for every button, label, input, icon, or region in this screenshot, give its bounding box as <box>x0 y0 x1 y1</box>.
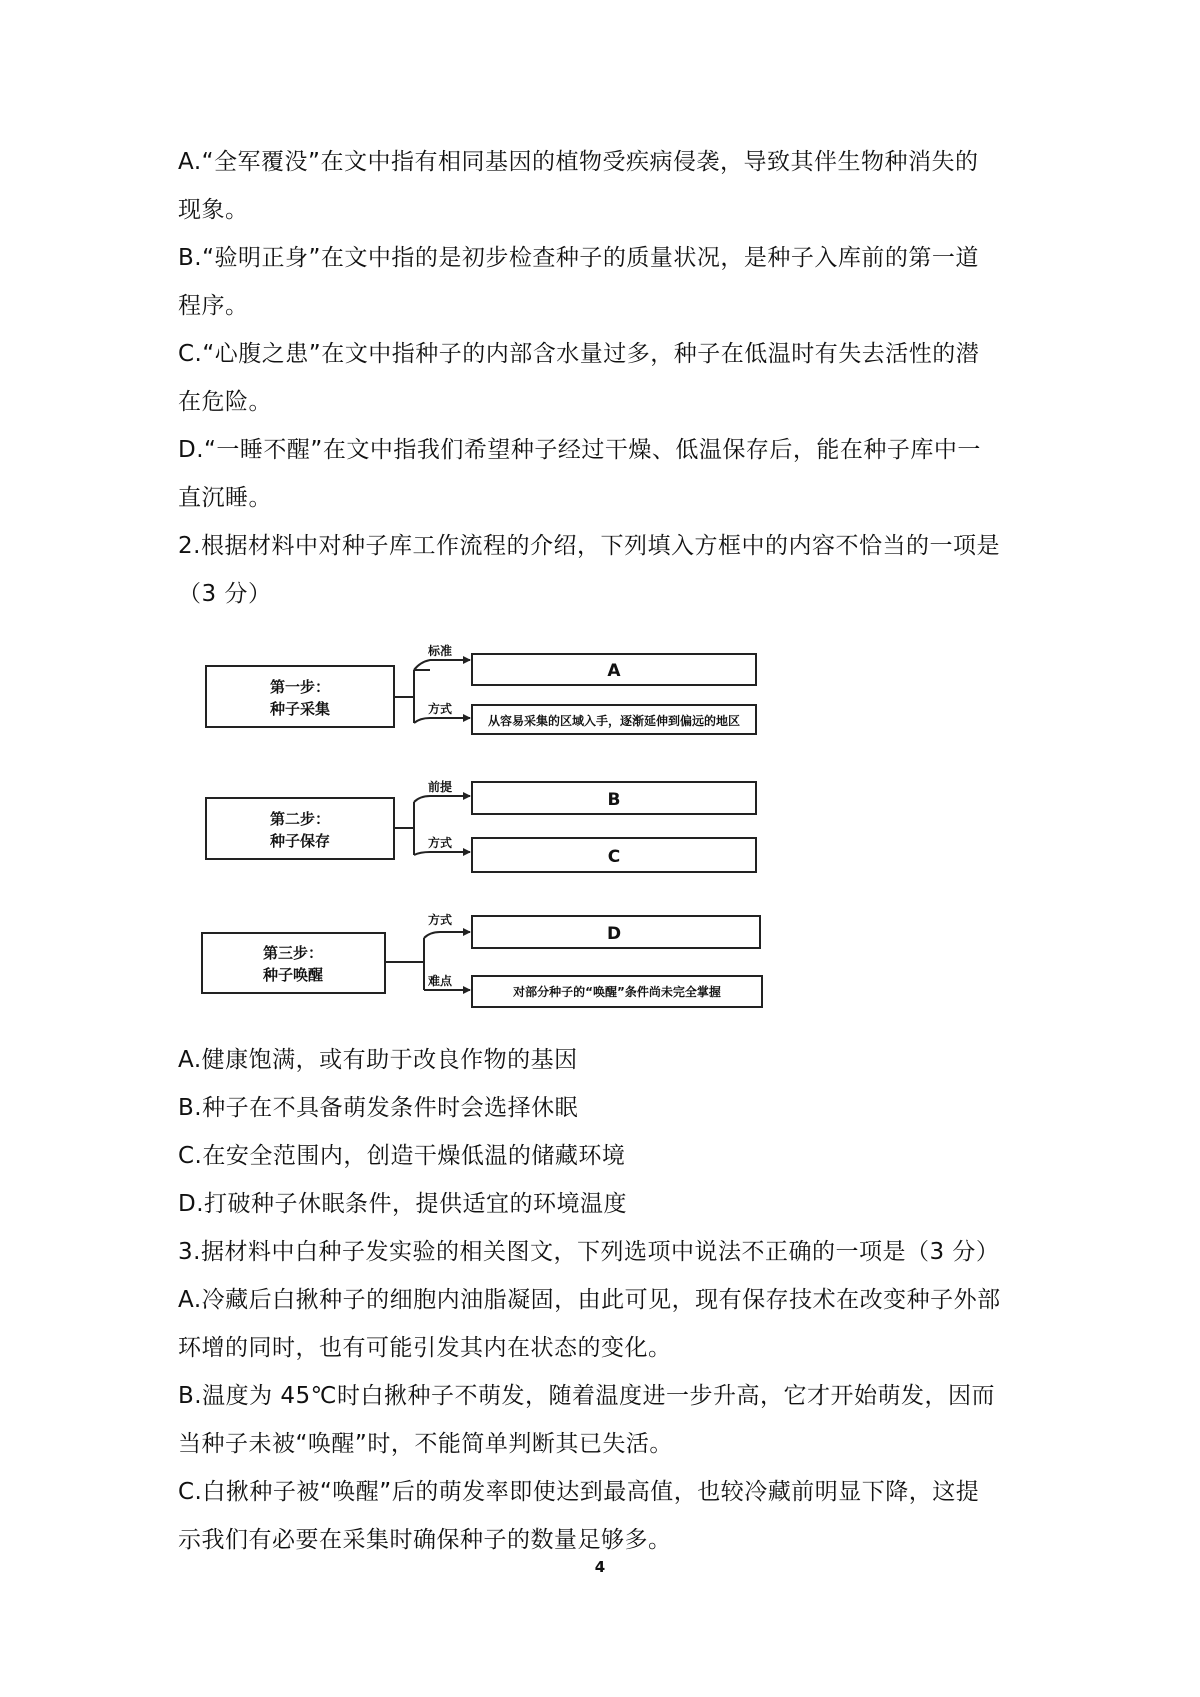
q2-option-a: A.健康饱满，或有助于改良作物的基因 <box>178 1047 578 1073</box>
q1-option-a: A.“全军覆没”在文中指有相同基因的植物受疾病侵袭，导致其伴生物种消失的 现象。 <box>178 149 979 223</box>
step-2-subtitle: 种子保存 <box>269 832 331 850</box>
step-1-title: 第一步： <box>269 678 331 696</box>
step-3-title: 第三步： <box>262 944 324 962</box>
step-3-connector <box>385 938 424 990</box>
flow-step-1 <box>206 643 756 734</box>
step-1-method-text: 从容易采集的区域入手，逐渐延伸到偏远的地区 <box>487 714 741 728</box>
q1-option-d: D.“一睡不醒”在文中指我们希望种子经过干燥、低温保存后，能在种子库中一 直沉睡。 <box>178 437 981 511</box>
step-3-difficulty-text: 对部分种子的“唤醒”条件尚未完全掌握 <box>513 985 721 999</box>
page-number: 4 <box>594 1558 606 1576</box>
question-2-stem: 2.根据材料中对种子库工作流程的介绍，下列填入方框中的内容不恰当的一项是 （3 分） <box>178 533 1000 607</box>
step-3-branch-1-label: 方式 <box>428 913 453 927</box>
q1-option-b: B.“验明正身”在文中指的是初步检查种子的质量状况，是种子入库前的第一道 程序。 <box>178 245 979 319</box>
q2-option-d: D.打破种子休眠条件，提供适宜的环境温度 <box>178 1191 628 1217</box>
step-1-arrow-top <box>414 660 470 670</box>
step-1-branch-1-label: 标准 <box>428 644 453 658</box>
q3-option-b: B.温度为 45℃时白揪种子不萌发，随着温度进一步升高，它才开始萌发，因而 当种子未被“唤醒”时，不能简单判断其已失活。 <box>178 1383 995 1457</box>
q1-option-c: C.“心腹之患”在文中指种子的内部含水量过多，种子在低温时有失去活性的潜 在危险。 <box>178 341 980 415</box>
step-2-branch-2-label: 方式 <box>428 836 453 850</box>
q2-option-c: C.在安全范围内，创造干燥低温的储藏环境 <box>178 1143 626 1169</box>
step-2-branch-1-label: 前提 <box>428 780 453 794</box>
step-2-connector <box>394 802 414 855</box>
q3-option-c: C.白揪种子被“唤醒”后的萌发率即使达到最高值，也较冷藏前明显下降，这提 示我们有必要在采集时确保种子的数量足够多。 <box>178 1479 980 1553</box>
step-3-arrow-top <box>424 932 470 938</box>
step-3-slot-d-letter: D <box>606 924 622 944</box>
flow-step-3 <box>202 912 762 1007</box>
step-1-branch-2-label: 方式 <box>428 702 453 716</box>
question-3-stem: 3.据材料中白种子发实验的相关图文，下列选项中说法不正确的一项是（3 分） <box>178 1239 1000 1265</box>
q3-option-a: A.冷藏后白揪种子的细胞内油脂凝固，由此可见，现有保存技术在改变种子外部 环增的同时，也有可能引发其内在状态的变化。 <box>178 1287 1001 1361</box>
step-3-branch-2-label: 难点 <box>428 974 453 988</box>
step-1-connector <box>394 670 414 723</box>
flow-step-2 <box>206 779 756 872</box>
step-1-slot-a-letter: A <box>607 661 621 681</box>
step-1-subtitle: 种子采集 <box>269 700 331 718</box>
step-2-arrow-top <box>414 796 470 802</box>
step-1-arrow-bottom <box>414 718 470 723</box>
step-2-arrow-bottom <box>414 852 470 855</box>
step-2-slot-b-letter: B <box>607 790 621 810</box>
q2-option-b: B.种子在不具备萌发条件时会选择休眠 <box>178 1095 579 1121</box>
step-3-box <box>202 933 385 993</box>
step-2-slot-c-letter: C <box>607 847 621 867</box>
step-3-subtitle: 种子唤醒 <box>262 966 324 984</box>
step-2-title: 第二步： <box>269 810 331 828</box>
